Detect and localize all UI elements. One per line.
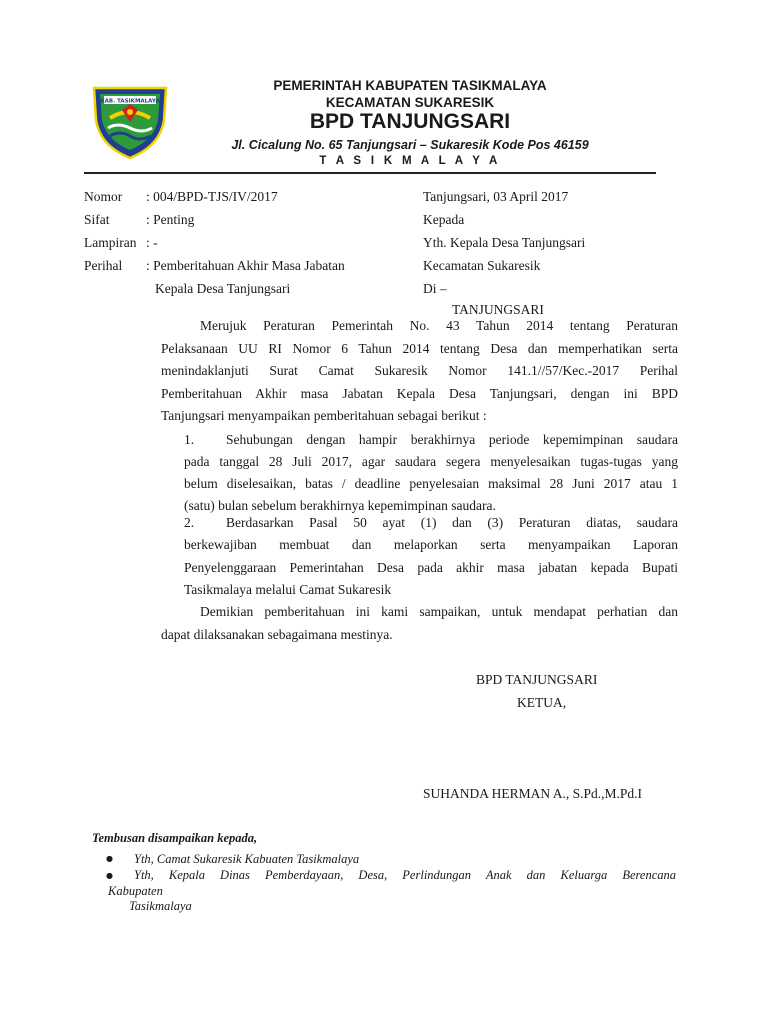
regency-logo (90, 80, 170, 160)
letter-date: Tanjungsari, 03 April 2017 (423, 189, 569, 204)
nomor-label: Nomor (84, 189, 123, 204)
header-address: Jl. Cicalung No. 65 Tanjungsari – Sukaresik Kode Pos 46159 (231, 138, 589, 152)
para1-line5: Tanjungsari menyampaikan pemberitahuan sebagai berikut : (161, 408, 487, 423)
item1-line4: (satu) bulan sebelum berakhirnya kepemimpinan saudara. (184, 498, 496, 513)
recipient-di: Di – (423, 281, 447, 296)
item1-number: 1. (184, 432, 195, 447)
header-line1: PEMERINTAH KABUPATEN TASIKMALAYA (273, 78, 547, 93)
lampiran-label: Lampiran (84, 235, 137, 250)
para1-line3: menindaklanjuti Surat Camat Sukaresik Nomor 141.1//57/Kec.-2017 Perihal (161, 363, 678, 378)
item2-line1: Berdasarkan Pasal 50 ayat (1) dan (3) Peraturan diatas, saudara (226, 515, 678, 530)
item1-line3: belum diselesaikan, batas / deadline penyelesaian maksimal 28 Juni 2017 atau 1 (184, 476, 678, 491)
para1-line1: Merujuk Peraturan Pemerintah No. 43 Tahun 2014 tentang Peraturan (200, 318, 678, 333)
signature-name: SUHANDA HERMAN A., S.Pd.,M.Pd.I (423, 786, 643, 801)
tembusan-item1: Yth, Camat Sukaresik Kabuaten Tasikmalaya (134, 852, 360, 866)
para1-line4: Pemberitahuan Akhir masa Jabatan Kepala Desa Tanjungsari, dengan ini BPD (161, 386, 678, 401)
tembusan-title: Tembusan disampaikan kepada, (92, 831, 258, 845)
item1-line2: pada tanggal 28 Juli 2017, agar saudara segera menyelesaikan tugas-tugas yang (184, 454, 678, 469)
sifat-value: : Penting (146, 212, 195, 227)
bullet-icon: ● (106, 854, 113, 863)
lampiran-value: : - (146, 235, 158, 250)
nomor-value: : 004/BPD-TJS/IV/2017 (146, 189, 278, 204)
sifat-label: Sifat (84, 212, 110, 227)
recipient-yth: Yth. Kepala Desa Tanjungsari (423, 235, 586, 250)
header-org-title: BPD TANJUNGSARI (309, 110, 511, 133)
recipient-kecamatan: Kecamatan Sukaresik (423, 258, 541, 273)
tembusan-item2: Yth, Kepala Dinas Pemberdayaan, Desa, Perlindungan Anak dan Keluarga Berencana (134, 868, 676, 882)
perihal-label: Perihal (84, 258, 123, 273)
item2-line2: berkewajiban membuat dan melaporkan serta menyampaikan Laporan (184, 537, 678, 552)
perihal-value-cont: Kepala Desa Tanjungsari (155, 281, 291, 296)
tembusan-item2-cont2: Tasikmalaya (129, 899, 192, 913)
para1-line2: Pelaksanaan UU RI Nomor 6 Tahun 2014 tentang Desa dan memperhatikan serta (161, 341, 678, 356)
bullet-icon: ● (106, 871, 113, 880)
header-line2: KECAMATAN SUKARESIK (325, 95, 495, 110)
tembusan-item2-cont1: Kabupaten (108, 884, 163, 898)
item2-line4: Tasikmalaya melalui Camat Sukaresik (184, 582, 392, 597)
header-divider (84, 172, 656, 174)
item2-number: 2. (184, 515, 195, 530)
closing-line2: dapat dilaksanakan sebagaimana mestinya. (161, 627, 393, 642)
item1-line1: Sehubungan dengan hampir berakhirnya periode kepemimpinan saudara (226, 432, 678, 447)
signature-org: BPD TANJUNGSARI (476, 672, 598, 687)
perihal-value: : Pemberitahuan Akhir Masa Jabatan (146, 258, 345, 273)
signature-title: KETUA, (517, 695, 567, 710)
item2-line3: Penyelenggaraan Pemerintahan Desa pada akhir masa jabatan kepada Bupati (184, 560, 678, 575)
logo-label: KAB. TASIKMALAYA (100, 98, 160, 105)
header-city: T A S I K M A L A Y A (319, 155, 501, 167)
recipient-place: TANJUNGSARI (452, 302, 544, 317)
recipient-kepada: Kepada (423, 212, 465, 227)
closing-line1: Demikian pemberitahuan ini kami sampaikan, untuk mendapat perhatian dan (200, 604, 678, 619)
